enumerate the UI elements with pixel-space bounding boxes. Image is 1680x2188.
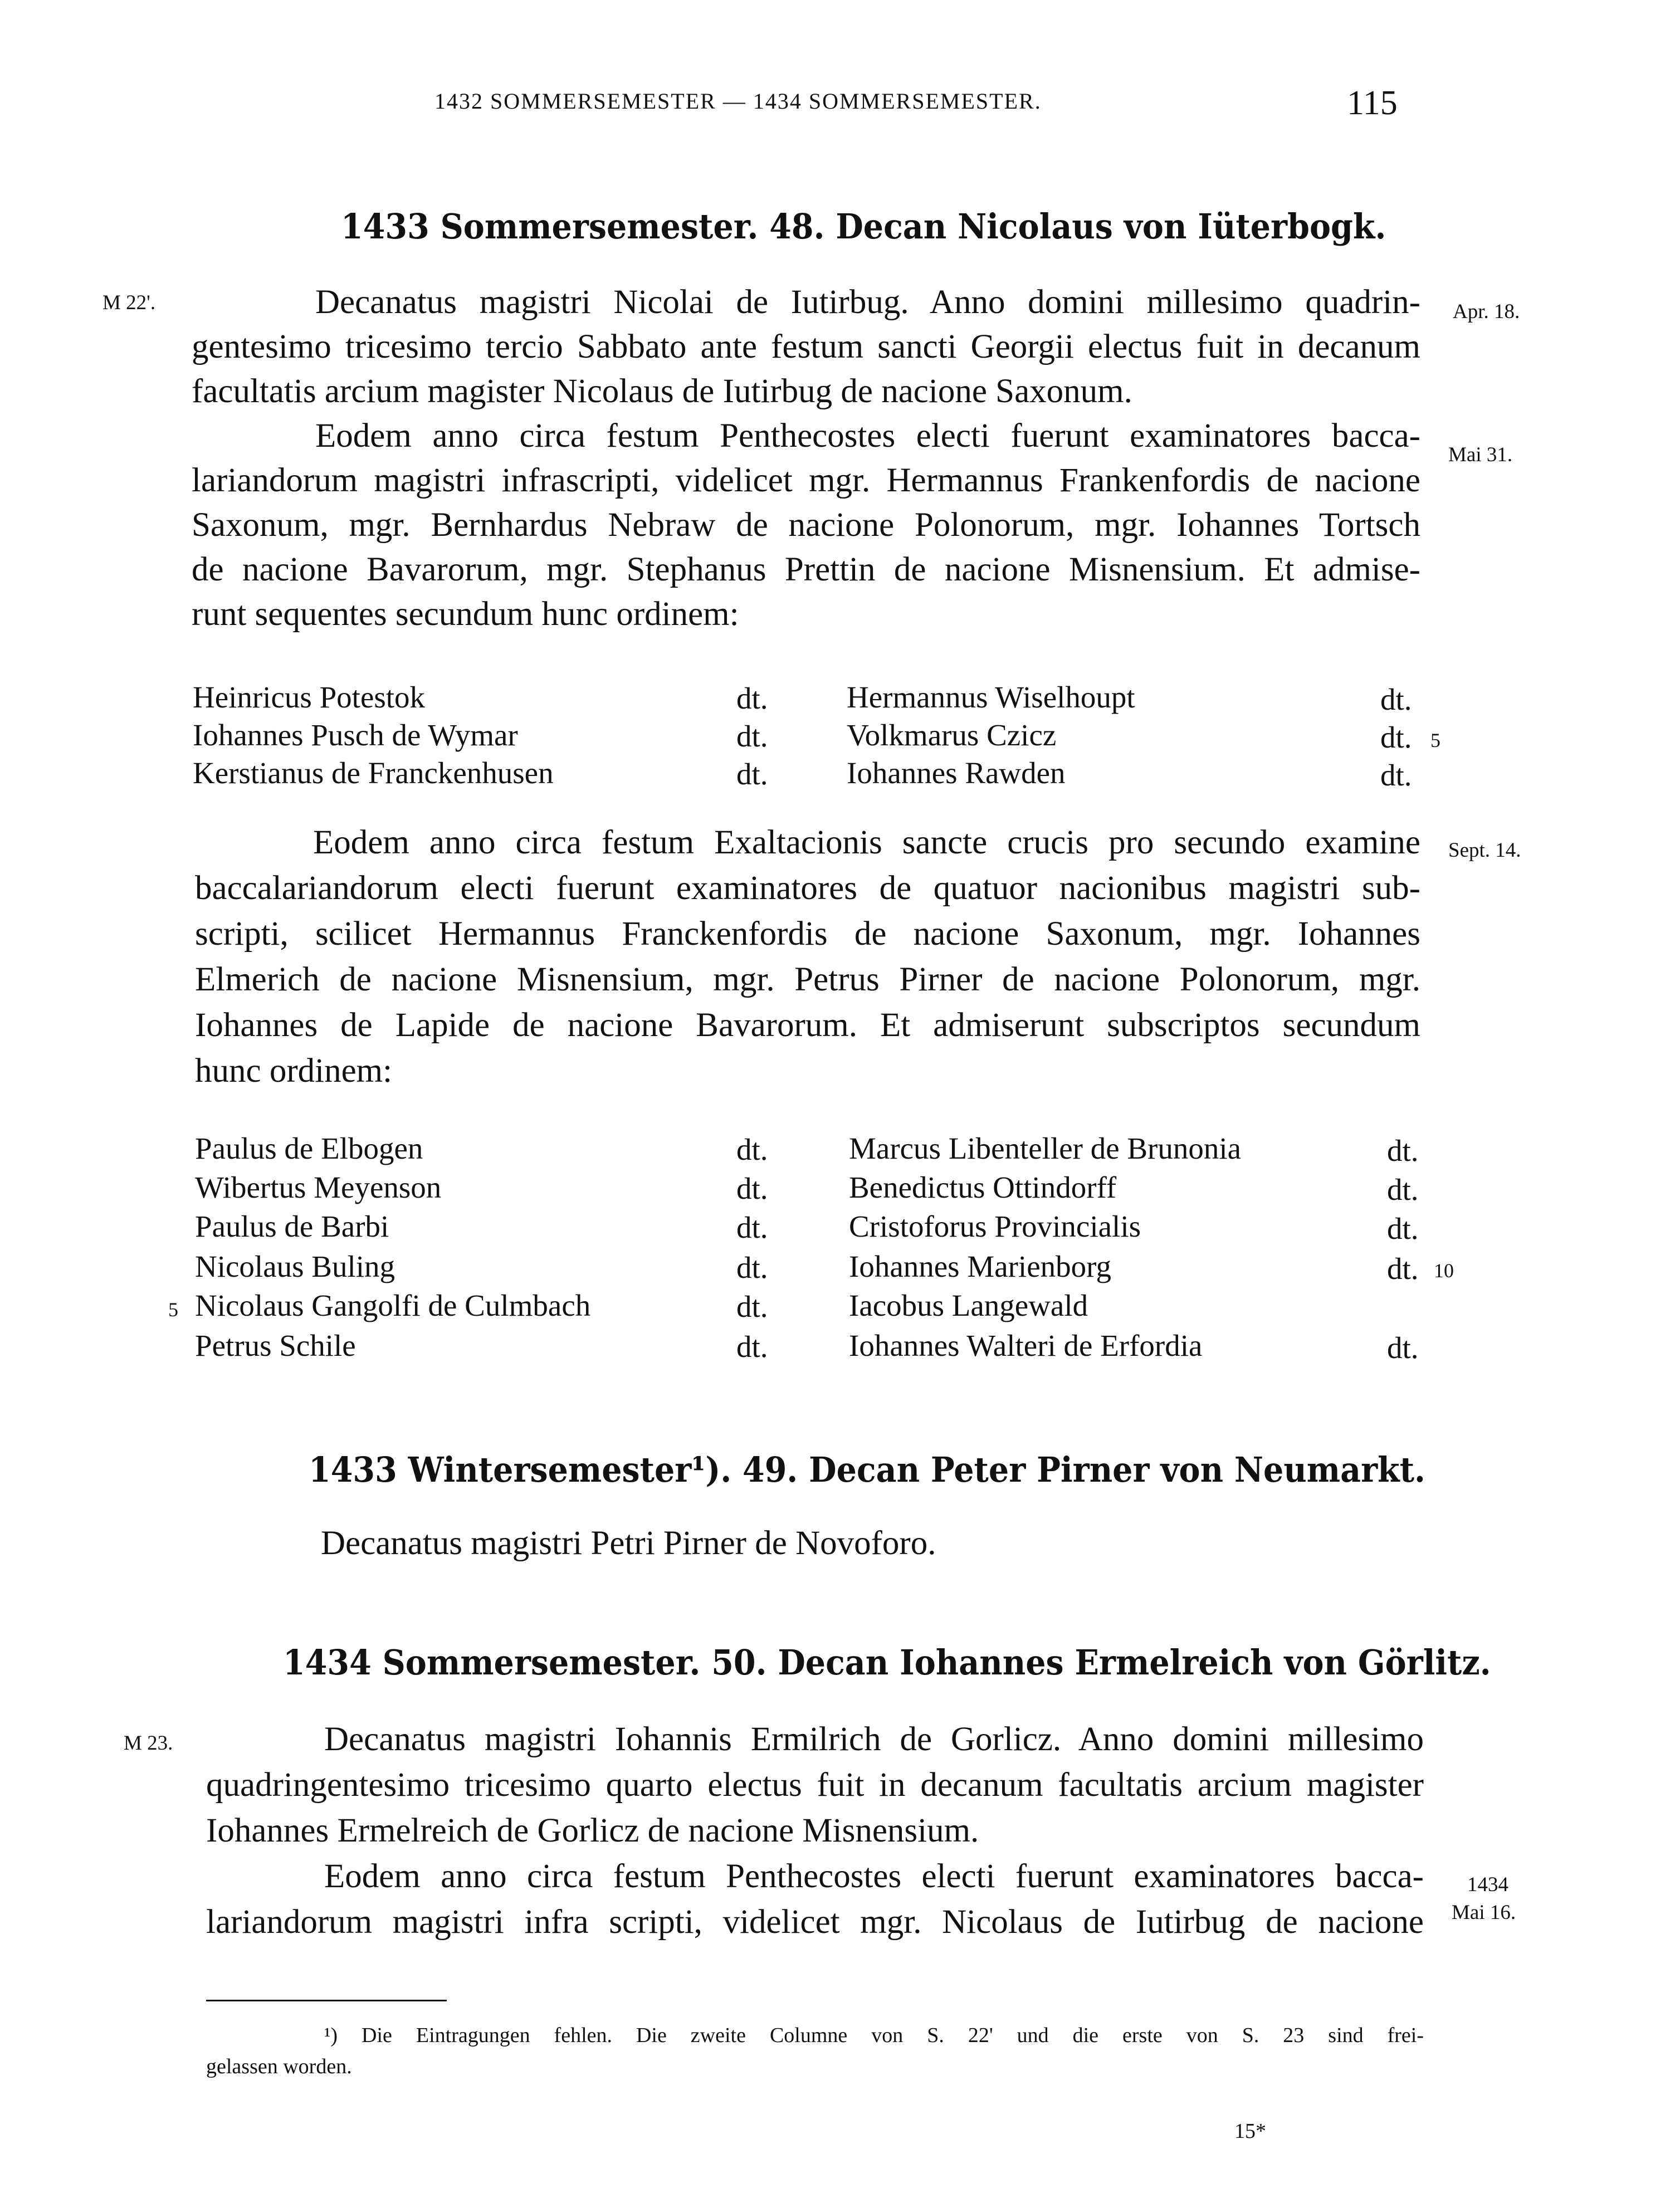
list-item: Iacobus Langewald xyxy=(849,1288,1088,1322)
list-item-mark: dt. xyxy=(736,1171,768,1205)
text-line: Iohannes de Lapide de nacione Bavarorum. Et admiserunt subscriptos secundum xyxy=(195,1007,1420,1044)
list-item: Iohannes Pusch de Wymar xyxy=(193,718,518,752)
list-item-mark: dt. xyxy=(1380,758,1412,792)
footnote-line: gelassen worden. xyxy=(206,2055,352,2078)
list-item: Wibertus Meyenson xyxy=(195,1170,442,1204)
list-item: Heinricus Potestok xyxy=(193,680,426,714)
line-number: 5 xyxy=(1430,729,1440,751)
page-number: 115 xyxy=(1347,84,1398,122)
paragraph xyxy=(206,1720,1424,1948)
list-item-mark: dt. xyxy=(736,757,768,791)
list-item: Cristoforus Provincialis xyxy=(849,1209,1141,1243)
list-item-mark: dt. xyxy=(736,1210,768,1244)
text-line: baccalariandorum electi fuerunt examinatores de quatuor nacionibus magistri sub- xyxy=(195,870,1420,907)
line-number: 5 xyxy=(168,1298,178,1321)
list-item: Marcus Libenteller de Brunonia xyxy=(849,1131,1242,1165)
signature-mark: 15* xyxy=(1234,2119,1266,2143)
text-line: Saxonum, mgr. Bernhardus Nebraw de nacione Polonorum, mgr. Iohannes Tortsch xyxy=(192,506,1420,544)
list-item-mark: dt. xyxy=(1387,1134,1419,1168)
margin-reference: M 22'. xyxy=(102,291,156,314)
text-line: scripti, scilicet Hermannus Franckenfordis de nacione Saxonum, mgr. Iohannes xyxy=(195,915,1420,953)
margin-date: Sept. 14. xyxy=(1448,839,1521,862)
text-line: facultatis arcium magister Nicolaus de Iutirbug de nacione Saxonum. xyxy=(192,373,1132,410)
margin-date-year: 1434 xyxy=(1467,1873,1508,1896)
text-line: lariandorum magistri infra scripti, videlicet mgr. Nicolaus de Iutirbug de nacione xyxy=(206,1903,1424,1941)
list-item-mark: dt. xyxy=(736,1251,768,1285)
margin-date: Apr. 18. xyxy=(1453,300,1520,323)
list-item: Paulus de Barbi xyxy=(195,1209,389,1243)
text-line: Iohannes Ermelreich de Gorlicz de nacione Misnensium. xyxy=(206,1812,979,1849)
paragraph xyxy=(192,283,1420,639)
list-item-mark: dt. xyxy=(736,1290,768,1323)
list-item: Iohannes Rawden xyxy=(847,756,1066,790)
text-line: Decanatus magistri Petri Pirner de Novoforo. xyxy=(321,1525,936,1562)
list-item: Iohannes Marienborg xyxy=(849,1249,1111,1283)
list-item: Iohannes Walteri de Erfordia xyxy=(849,1329,1203,1362)
text-line: Eodem anno circa festum Penthecostes electi fuerunt examinatores bacca- xyxy=(324,1858,1424,1895)
text-line: lariandorum magistri infrascripti, videlicet mgr. Hermannus Frankenfordis de nacione xyxy=(192,462,1420,499)
list-item: Kerstianus de Franckenhusen xyxy=(193,756,554,790)
text-line: Eodem anno circa festum Penthecostes electi fuerunt examinatores bacca- xyxy=(315,417,1420,455)
running-header: 1432 SOMMERSEMESTER — 1434 SOMMERSEMESTER. xyxy=(434,89,1042,114)
list-item: Hermannus Wiselhoupt xyxy=(847,680,1135,714)
list-item: Benedictus Ottindorff xyxy=(849,1170,1117,1204)
list-item: Volkmarus Czicz xyxy=(847,718,1057,752)
text-line: Decanatus magistri Nicolai de Iutirbug. Anno domini millesimo quadrin- xyxy=(315,284,1420,321)
section-title-1433-winter: 1433 Wintersemester¹). 49. Decan Peter Pirner von Neumarkt. xyxy=(309,1449,1425,1490)
list-item: Nicolaus Buling xyxy=(195,1249,395,1283)
footnote-line: ¹) Die Eintragungen fehlen. Die zweite Columne von S. 22' und die erste von S. 23 sind frei- xyxy=(324,2024,1424,2047)
footnote xyxy=(206,2023,1424,2086)
list-item-mark: dt. xyxy=(1387,1252,1419,1286)
list-item-mark: dt. xyxy=(1380,720,1412,754)
section-title-1433-summer: 1433 Sommersemester. 48. Decan Nicolaus von Iüterbogk. xyxy=(341,206,1386,247)
text-line: gentesimo tricesimo tercio Sabbato ante festum sancti Georgii electus fuit in decanum xyxy=(192,328,1420,365)
line-number: 10 xyxy=(1434,1259,1454,1282)
text-line: Decanatus magistri Iohannis Ermilrich de Gorlicz. Anno domini millesimo xyxy=(324,1721,1424,1758)
text-line: Elmerich de nacione Misnensium, mgr. Petrus Pirner de nacione Polonorum, mgr. xyxy=(195,961,1420,998)
list-item-mark: dt. xyxy=(736,719,768,753)
margin-date: Mai 16. xyxy=(1452,1901,1516,1924)
list-item: Petrus Schile xyxy=(195,1329,356,1362)
text-line: de nacione Bavarorum, mgr. Stephanus Prettin de nacione Misnensium. Et admise- xyxy=(192,551,1420,588)
list-item-mark: dt. xyxy=(736,1330,768,1364)
list-item-mark: dt. xyxy=(1387,1331,1419,1365)
text-line: Eodem anno circa festum Exaltacionis sancte crucis pro secundo examine xyxy=(313,824,1420,861)
list-item-mark: dt. xyxy=(1380,682,1412,716)
footnote-rule xyxy=(206,2000,447,2001)
text-line: hunc ordinem: xyxy=(195,1052,393,1090)
list-item-mark: dt. xyxy=(736,681,768,715)
paragraph xyxy=(195,823,1420,1097)
list-item: Paulus de Elbogen xyxy=(195,1131,423,1165)
margin-reference: M 23. xyxy=(124,1732,173,1755)
text-line: runt sequentes secundum hunc ordinem: xyxy=(192,595,739,633)
section-title-1434-summer: 1434 Sommersemester. 50. Decan Iohannes Ermelreich von Görlitz. xyxy=(283,1642,1491,1683)
list-item: Nicolaus Gangolfi de Culmbach xyxy=(195,1288,591,1322)
list-item-mark: dt. xyxy=(1387,1212,1419,1246)
list-item-mark: dt. xyxy=(1387,1173,1419,1207)
margin-date: Mai 31. xyxy=(1448,443,1513,466)
list-item-mark: dt. xyxy=(736,1132,768,1166)
text-line: quadringentesimo tricesimo quarto electus fuit in decanum facultatis arcium magister xyxy=(206,1766,1424,1804)
